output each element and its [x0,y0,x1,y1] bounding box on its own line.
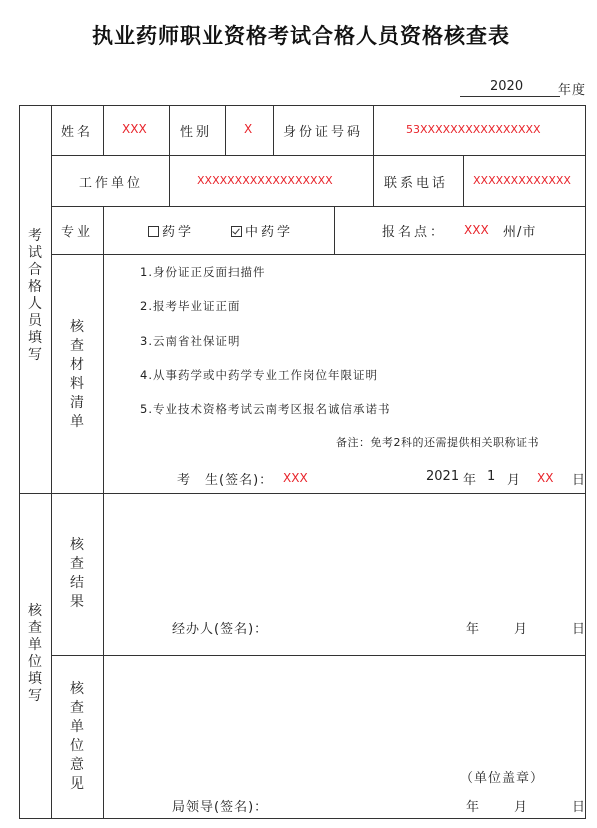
sign-date-year-label: 年 [463,473,477,488]
result-month-label: 月 [514,622,528,637]
gender-value: X [244,122,253,136]
handler-sign-label: 经办人(签名)： [172,622,269,637]
section2-label: 核查单位填写 [28,603,42,704]
pharmacy-checkbox[interactable] [148,226,159,237]
leader-sign-label: 局领导(签名)： [172,800,269,815]
section-column-divider [51,105,52,819]
phone-value: XXXXXXXXXXXXX [473,174,571,187]
materials-label-divider [103,254,104,494]
table-border-left [19,105,20,819]
opinion-label: 核查单位意见 [70,681,84,792]
name-label: 姓名 [61,125,94,140]
materials-note: 备注：免考2科的还需提供相关职称证书 [336,436,539,449]
opinion-year-label: 年 [466,800,480,815]
option-tcm-label: 中药学 [245,225,294,240]
option-tcm[interactable] [231,221,293,240]
table-border-top [19,105,586,106]
section-divider [19,493,586,494]
year-value: 2020 [490,79,524,94]
employer-value: XXXXXXXXXXXXXXXXXX [197,174,333,187]
result-label: 核查结果 [70,537,84,610]
section1-label: 考试合格人员填写 [28,228,42,363]
sign-date-month-label: 月 [507,473,521,488]
materials-item: 2.报考毕业证正面 [140,299,241,313]
materials-label: 核查材料清单 [70,319,84,430]
row3-bottom [51,254,586,255]
result-year-label: 年 [466,622,480,637]
row1-divider [225,105,226,156]
row2-divider [373,155,374,207]
opinion-month-label: 月 [514,800,528,815]
opinion-day-label: 日 [572,800,586,815]
row1-divider [273,105,274,156]
row3-divider [103,206,104,255]
materials-item: 5.专业技术资格考试云南考区报名诚信承诺书 [140,402,391,416]
tcm-checkbox[interactable] [231,226,242,237]
id-label: 身份证号码 [283,125,364,140]
site-label: 报名点： [382,225,447,240]
row1-divider [103,105,104,156]
row1-bottom [51,155,586,156]
table-border-bottom [19,818,586,819]
materials-item: 4.从事药学或中药学专业工作岗位年限证明 [140,368,378,382]
materials-item: 3.云南省社保证明 [140,334,241,348]
row1-divider [373,105,374,156]
year-underline [460,96,560,97]
result-label-divider [103,493,104,819]
row2-bottom [51,206,586,207]
option-pharmacy[interactable] [148,221,194,240]
row2-divider [169,155,170,207]
sign-date-year: 2021 [426,469,460,484]
gender-label: 性别 [180,125,213,140]
row3-divider [334,206,335,255]
sign-date-day: XX [537,471,554,485]
examinee-sign-value: XXX [283,471,308,485]
site-value: XXX [464,223,489,237]
year-suffix: 年度 [558,83,587,98]
table-border-right [585,105,586,819]
major-label: 专业 [61,225,94,240]
unit-seal-label: （单位盖章） [460,771,545,786]
examinee-sign-label: 考 生(签名)： [177,473,274,488]
employer-label: 工作单位 [79,176,144,191]
site-suffix: 州/市 [503,225,537,240]
page-title: 执业药师职业资格考试合格人员资格核查表 [92,24,510,48]
option-pharmacy-label: 药学 [162,225,195,240]
row1-divider [169,105,170,156]
row2-divider [463,155,464,207]
id-value: 53XXXXXXXXXXXXXXXX [406,123,541,136]
name-value: XXX [122,122,147,136]
result-bottom [51,655,586,656]
sign-date-month: 1 [487,469,496,484]
materials-item: 1.身份证正反面扫描件 [140,265,266,279]
sign-date-day-label: 日 [572,473,586,488]
phone-label: 联系电话 [384,176,449,191]
result-day-label: 日 [572,622,586,637]
